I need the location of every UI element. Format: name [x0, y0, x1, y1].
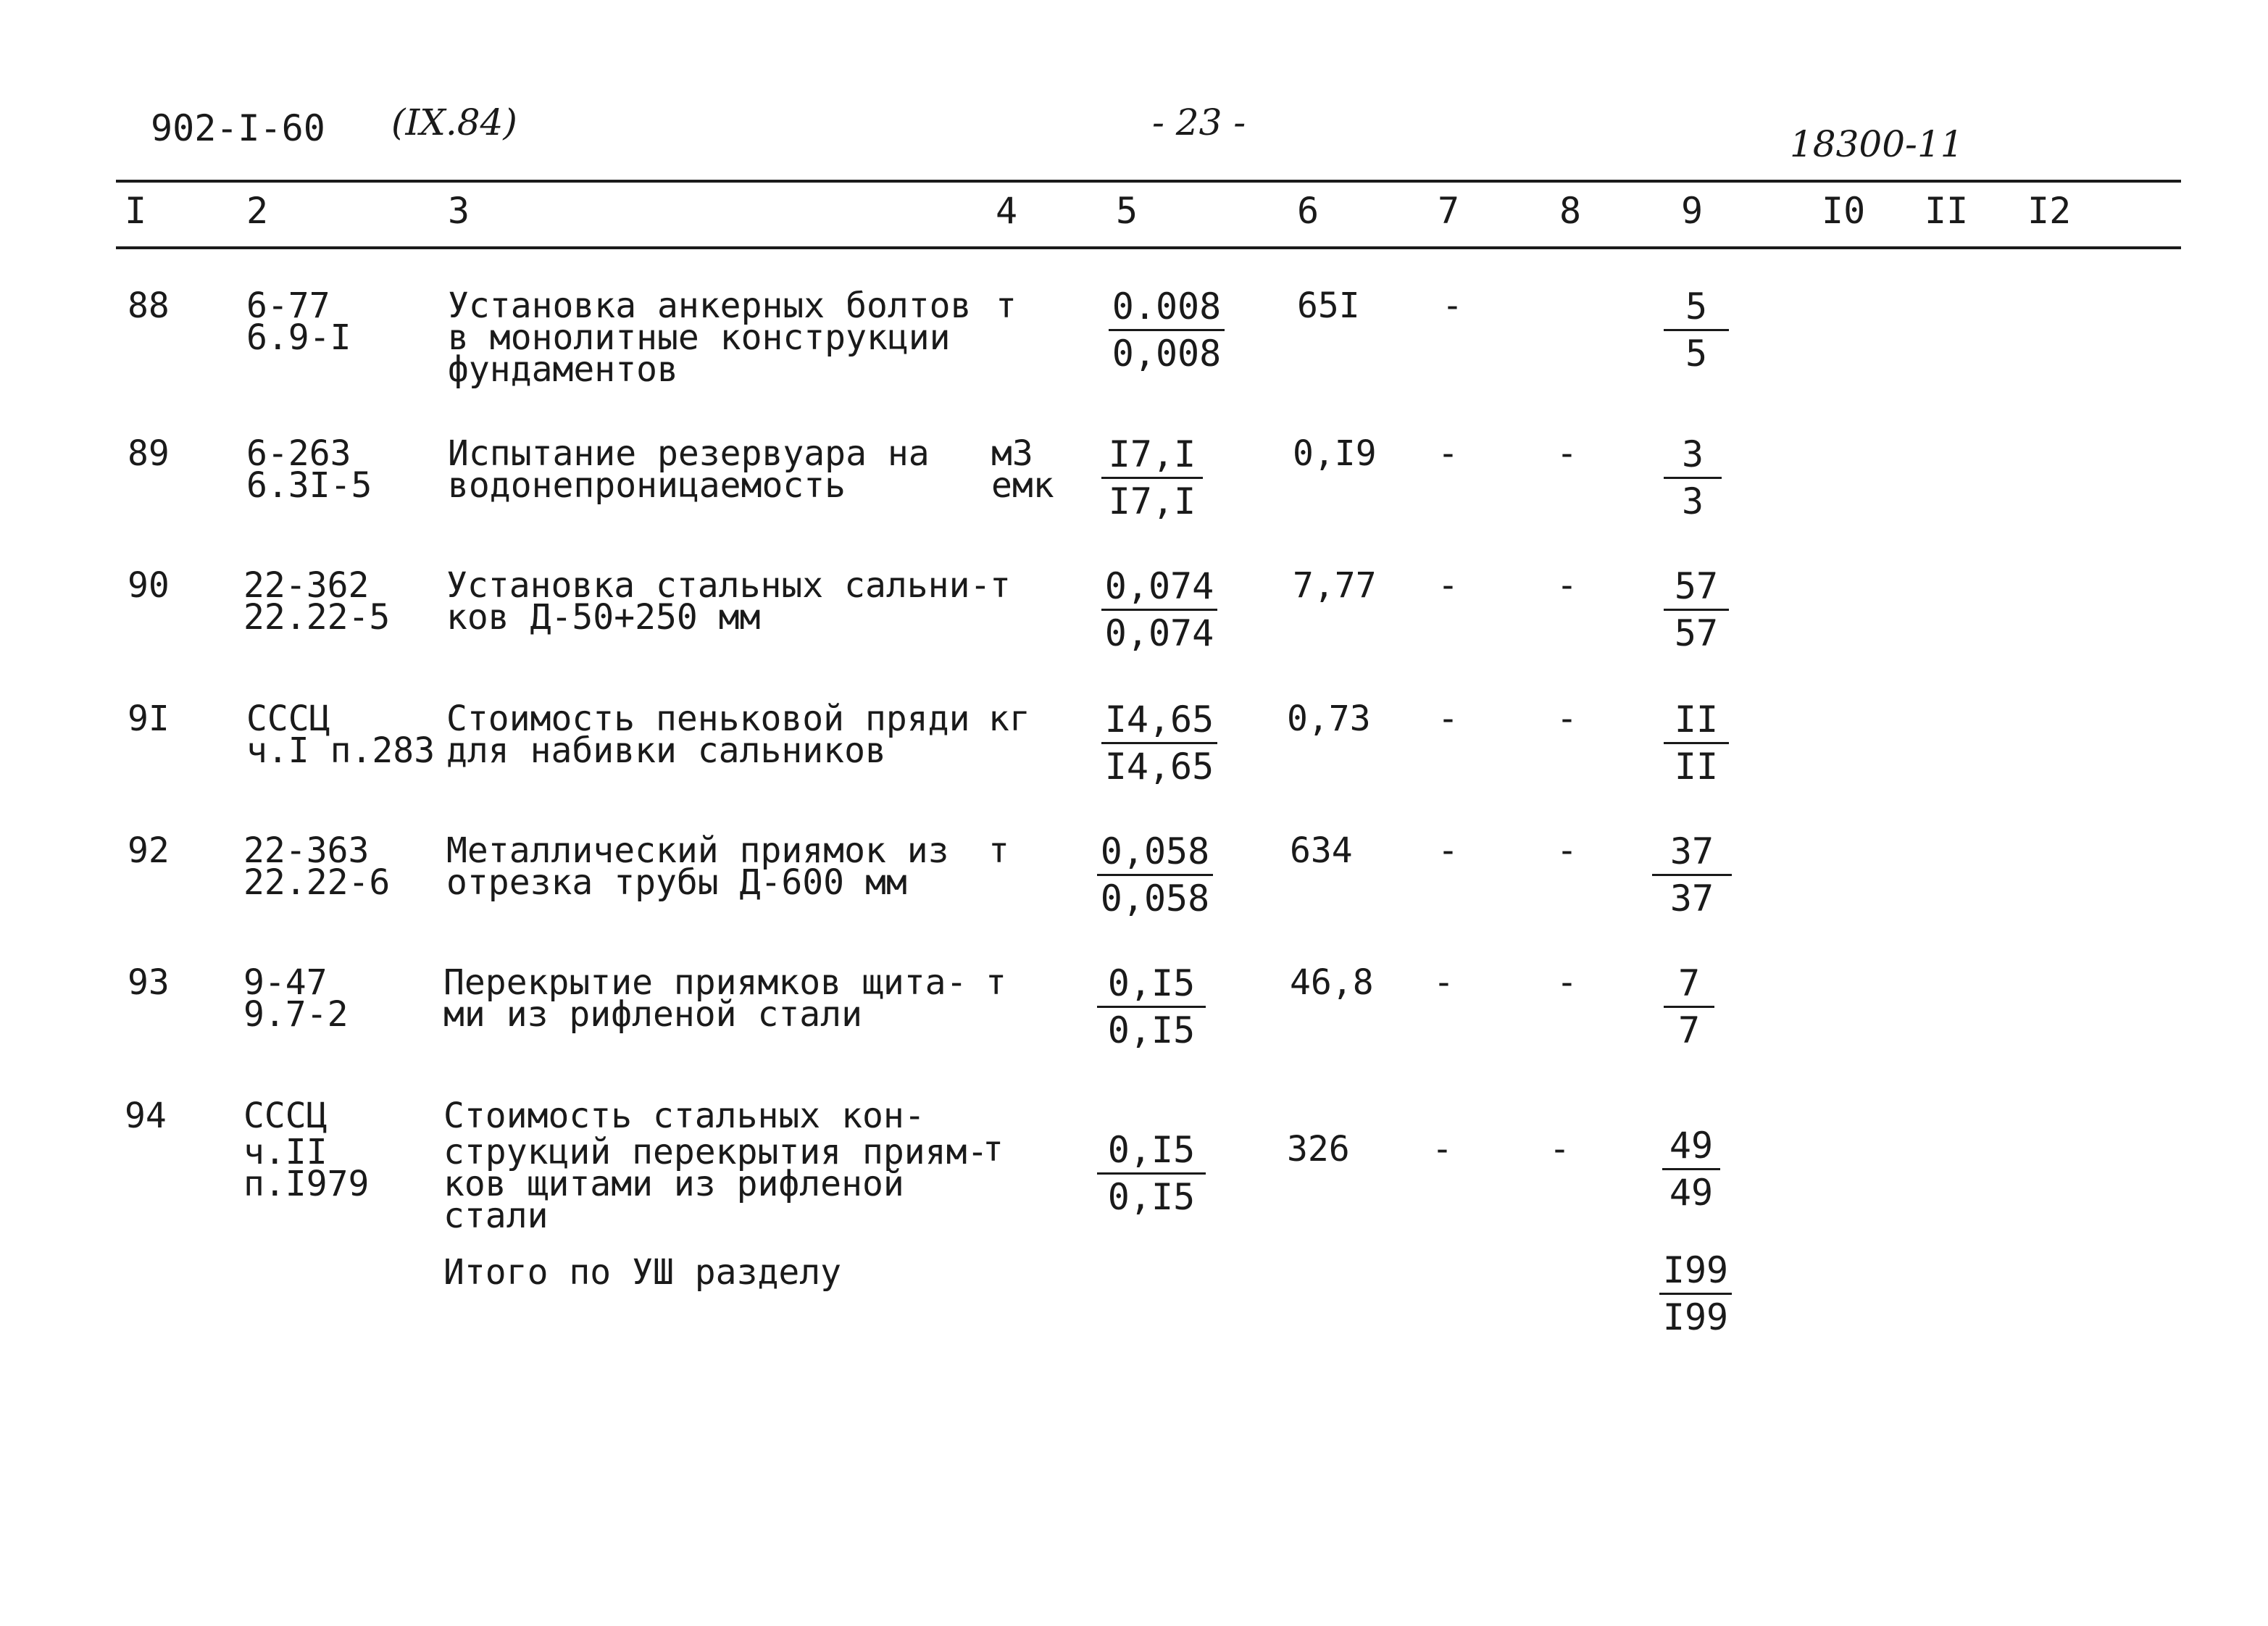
column-header-10: I0 — [1822, 190, 1866, 232]
work-description: ков Д-50+250 мм — [446, 597, 761, 638]
rate-code: 22-363 — [243, 830, 370, 871]
unit: т — [983, 1129, 1004, 1170]
quantity-fraction — [1101, 564, 1217, 656]
quantity-numerator: 0,058 — [1097, 829, 1213, 876]
cost-denominator: 3 — [1681, 480, 1704, 522]
column-7-value: - — [1432, 1129, 1453, 1170]
work-description: ми из рифленой стали — [443, 994, 862, 1035]
rate-code: 6.3I-5 — [246, 465, 372, 506]
cost-fraction — [1652, 829, 1732, 921]
rate-code: СССЦ — [246, 699, 330, 739]
total-cost-fraction — [1659, 1248, 1732, 1340]
total-label: Итого по УШ разделу — [443, 1252, 842, 1293]
column-7-value: - — [1442, 285, 1463, 326]
column-8-value: - — [1556, 433, 1577, 474]
rate-code: 6.9-I — [246, 317, 351, 358]
unit-price: 46,8 — [1290, 962, 1374, 1003]
rate-code: 22.22-5 — [243, 597, 391, 638]
cost-denominator: 57 — [1674, 612, 1719, 654]
cost-numerator: 3 — [1664, 432, 1722, 479]
row-number: 94 — [125, 1096, 167, 1136]
header-top-rule — [116, 180, 2181, 183]
row-number: 88 — [128, 285, 170, 326]
quantity-fraction — [1097, 1127, 1206, 1220]
work-description: в монолитные конструкции — [448, 317, 951, 358]
column-8-value: - — [1549, 1129, 1570, 1170]
column-8-value: - — [1556, 830, 1577, 871]
album-number: 18300-11 — [1790, 123, 1964, 165]
quantity-fraction — [1101, 432, 1203, 524]
cost-numerator: II — [1664, 697, 1729, 744]
unit: кг — [988, 699, 1030, 739]
quantity-denominator: 0,I5 — [1107, 1009, 1196, 1051]
cost-numerator: 7 — [1664, 961, 1714, 1008]
rate-code: 6-263 — [246, 433, 351, 474]
rate-code: ч.I п.283 — [246, 730, 435, 771]
quantity-denominator: I7,I — [1108, 480, 1196, 522]
column-header-11: II — [1925, 190, 1969, 232]
row-number: 90 — [128, 565, 170, 606]
quantity-fraction — [1097, 829, 1213, 921]
unit-price: 326 — [1287, 1129, 1350, 1170]
work-description: Перекрытие приямков щита- — [443, 962, 967, 1003]
column-header-6: 6 — [1297, 190, 1319, 232]
rate-code: 9-47 — [243, 962, 328, 1003]
column-8-value: - — [1556, 565, 1577, 606]
quantity-denominator: 0,008 — [1112, 333, 1222, 375]
quantity-numerator: I4,65 — [1101, 697, 1217, 744]
work-description: фундаментов — [448, 349, 678, 390]
cost-fraction — [1662, 1123, 1720, 1215]
cost-denominator: 7 — [1677, 1009, 1701, 1051]
unit: емк — [991, 465, 1054, 506]
column-header-12: I2 — [2027, 190, 2072, 232]
work-description: Стоимость пеньковой пряди — [446, 699, 970, 739]
work-description: отрезка трубы Д-600 мм — [446, 862, 907, 903]
cost-denominator: 37 — [1669, 877, 1714, 920]
column-header-5: 5 — [1116, 190, 1138, 232]
work-description: для набивки сальников — [446, 730, 886, 771]
cost-fraction — [1664, 697, 1729, 789]
row-number: 9I — [128, 699, 170, 739]
quantity-denominator: 0,074 — [1104, 612, 1214, 654]
quantity-fraction — [1109, 284, 1225, 376]
row-number: 93 — [128, 962, 170, 1003]
rate-code: 6-77 — [246, 285, 330, 326]
cost-fraction — [1664, 564, 1729, 656]
cost-fraction — [1664, 432, 1722, 524]
cost-numerator: 49 — [1662, 1123, 1720, 1170]
quantity-denominator: 0,I5 — [1107, 1176, 1196, 1218]
rate-code: СССЦ — [243, 1096, 328, 1136]
cost-denominator: II — [1674, 746, 1719, 788]
document-code: 902-I-60 — [151, 107, 325, 149]
unit-price: 634 — [1290, 830, 1353, 871]
column-8-value: - — [1556, 699, 1577, 739]
quantity-numerator: 0,074 — [1101, 564, 1217, 611]
unit: т — [985, 962, 1006, 1003]
header-bottom-rule — [116, 246, 2181, 249]
column-7-value: - — [1433, 962, 1454, 1003]
unit: т — [988, 830, 1009, 871]
cost-denominator: 5 — [1685, 333, 1708, 375]
rate-code: п.I979 — [243, 1164, 370, 1204]
rate-code: ч.II — [243, 1132, 328, 1172]
unit: м3 — [991, 433, 1033, 474]
quantity-numerator: 0.008 — [1109, 284, 1225, 331]
unit-price: 65I — [1297, 285, 1360, 326]
work-description: струкций перекрытия приям- — [443, 1132, 988, 1172]
quantity-numerator: 0,I5 — [1097, 1127, 1206, 1175]
work-description: Испытание резервуара на — [448, 433, 930, 474]
column-8-value: - — [1556, 962, 1577, 1003]
unit: т — [996, 285, 1017, 326]
cost-fraction — [1664, 284, 1729, 376]
rate-code: 22-362 — [243, 565, 370, 606]
quantity-denominator: 0,058 — [1100, 877, 1210, 920]
cost-numerator: 57 — [1664, 564, 1729, 611]
column-7-value: - — [1438, 433, 1459, 474]
page-number: - 23 - — [1152, 101, 1246, 143]
cost-denominator: 49 — [1669, 1172, 1714, 1214]
quantity-fraction — [1097, 961, 1206, 1053]
unit-price: 0,73 — [1287, 699, 1371, 739]
work-description: Металлический приямок из — [446, 830, 949, 871]
column-header-3: 3 — [448, 190, 470, 232]
unit-price: 7,77 — [1293, 565, 1377, 606]
column-header-2: 2 — [246, 190, 269, 232]
unit-price: 0,I9 — [1293, 433, 1377, 474]
work-description: Установка стальных сальни- — [446, 565, 991, 606]
column-header-1: I — [125, 190, 147, 232]
work-description: Стоимость стальных кон- — [443, 1096, 925, 1136]
row-number: 89 — [128, 433, 170, 474]
column-header-8: 8 — [1559, 190, 1582, 232]
column-7-value: - — [1438, 565, 1459, 606]
document-date: (IX.84) — [391, 101, 517, 143]
quantity-numerator: I7,I — [1101, 432, 1203, 479]
work-description: стали — [443, 1196, 549, 1236]
column-header-9: 9 — [1681, 190, 1704, 232]
work-description: водонепроницаемость — [448, 465, 846, 506]
column-7-value: - — [1438, 699, 1459, 739]
work-description: Установка анкерных болтов — [448, 285, 972, 326]
total-cost-numerator: I99 — [1659, 1248, 1732, 1295]
quantity-numerator: 0,I5 — [1097, 961, 1206, 1008]
quantity-denominator: I4,65 — [1104, 746, 1214, 788]
column-header-7: 7 — [1438, 190, 1460, 232]
column-header-4: 4 — [996, 190, 1018, 232]
row-number: 92 — [128, 830, 170, 871]
work-description: ков щитами из рифленой — [443, 1164, 904, 1204]
quantity-fraction — [1101, 697, 1217, 789]
unit: т — [990, 565, 1011, 606]
cost-numerator: 5 — [1664, 284, 1729, 331]
column-7-value: - — [1438, 830, 1459, 871]
rate-code: 9.7-2 — [243, 994, 349, 1035]
total-cost-denominator: I99 — [1662, 1296, 1729, 1338]
cost-numerator: 37 — [1652, 829, 1732, 876]
rate-code: 22.22-6 — [243, 862, 391, 903]
cost-fraction — [1664, 961, 1714, 1053]
